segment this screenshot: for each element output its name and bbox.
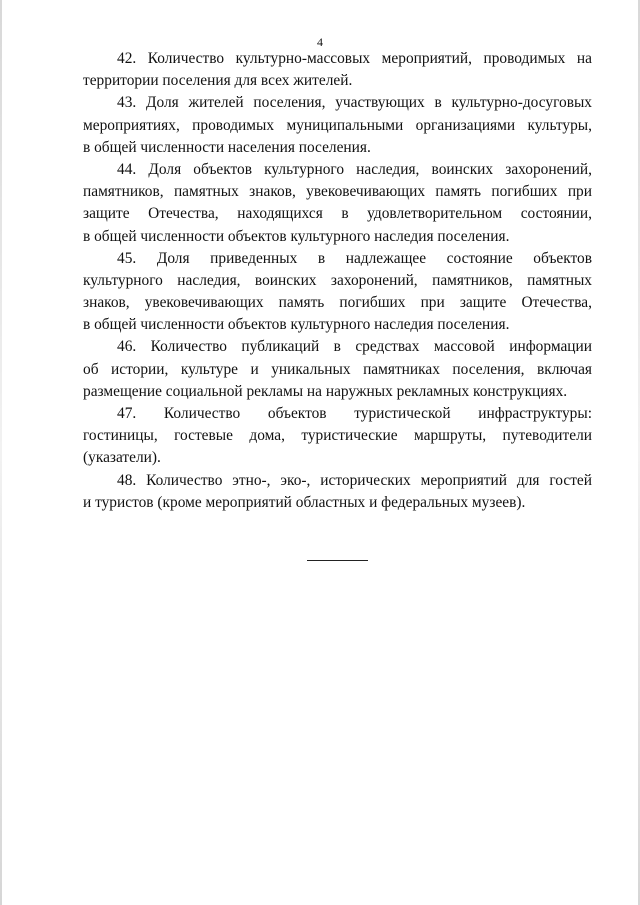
scan-left-edge (0, 0, 2, 905)
item-43-line-3: в общей численности населения поселения. (83, 138, 371, 156)
item-47-line-1: 47. Количество объектов туристической инфраструктуры: (117, 405, 592, 422)
item-44-line-4: в общей численности объектов культурного наследия поселения. (83, 227, 510, 245)
list-item-46 (83, 336, 592, 403)
item-45-line-3: знаков, увековечивающих память погибших при защите Отечества, (83, 294, 592, 312)
item-44-line-3: защите Отечества, находящихся в удовлетворительном состоянии, (83, 205, 592, 223)
item-45-line-4: в общей численности объектов культурного наследия поселения. (83, 316, 510, 334)
list-item-42 (83, 48, 592, 92)
item-42-line-2: территории поселения для всех жителей. (83, 72, 353, 90)
list-item-43 (83, 92, 592, 159)
item-44-line-1: 44. Доля объектов культурного наследия, воинских захоронений, (117, 160, 592, 178)
item-45-line-2: культурного наследия, воинских захоронений, памятников, памятных (83, 271, 592, 289)
item-46-line-3: размещение социальной рекламы на наружных рекламных конструкциях. (83, 382, 568, 400)
page-number: 4 (317, 35, 323, 49)
item-48-line-1: 48. Количество этно-, эко-, исторических мероприятий для гостей (117, 471, 592, 489)
item-42-line-1: 42. Количество культурно-массовых мероприятий, проводимых на (117, 50, 592, 67)
list-item-48 (83, 470, 592, 514)
list-item-47 (83, 403, 592, 470)
list-item-45 (83, 248, 592, 337)
item-45-line-1: 45. Доля приведенных в надлежащее состояние объектов (117, 249, 592, 267)
item-43-line-1: 43. Доля жителей поселения, участвующих в культурно-досуговых (117, 94, 592, 112)
item-46-line-1: 46. Количество публикаций в средствах массовой информации (117, 338, 592, 356)
item-44-line-2: памятников, памятных знаков, увековечивающих память погибших при (83, 183, 592, 201)
item-48-line-2: и туристов (кроме мероприятий областных и федеральных музеев). (83, 493, 526, 511)
item-47-line-3: (указатели). (83, 449, 161, 467)
item-47-line-2: гостиницы, гостевые дома, туристические маршруты, путеводители (83, 427, 592, 445)
end-of-document-rule (307, 560, 368, 561)
item-43-line-2: мероприятиях, проводимых муниципальными организациями культуры, (83, 116, 592, 134)
list-item-44 (83, 159, 592, 248)
indicator-list (83, 48, 592, 514)
item-46-line-2: об истории, культуре и уникальных памятниках поселения, включая (83, 360, 592, 378)
